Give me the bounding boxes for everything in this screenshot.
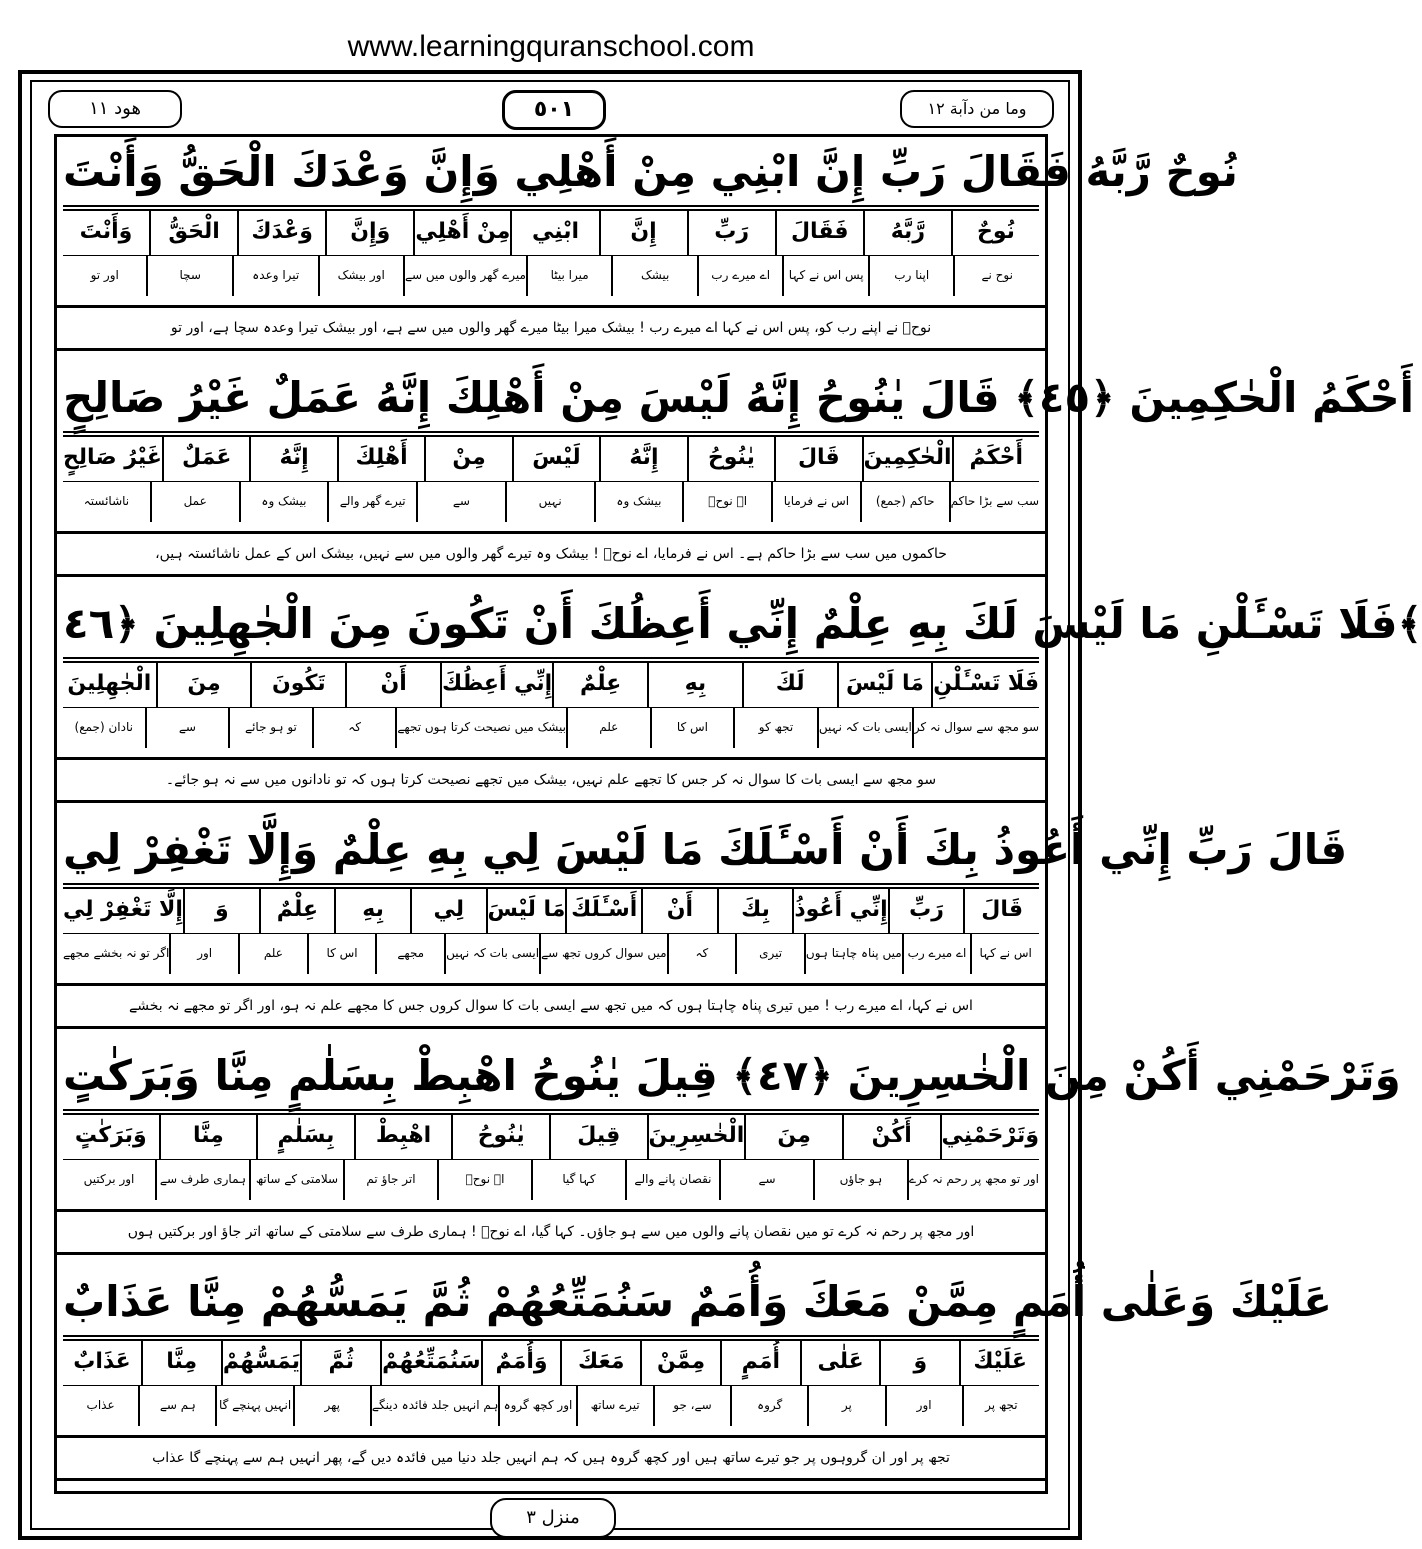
word-cell: إِلَّا تَغْفِرْ لِي — [63, 897, 183, 922]
word-cell: أَحْكَمُ — [952, 437, 1039, 481]
word-cell: مِنَ — [744, 1115, 842, 1159]
word-cell: سَنُمَتِّعُهُمْ — [380, 1341, 481, 1385]
word-cell: لِي — [410, 889, 486, 933]
word-cell: أَهْلِكَ — [337, 437, 424, 481]
meaning-cell: اپنا رب — [868, 256, 954, 296]
verse-line: فَلَا تَسْـَٔلْنِ مَا لَيْسَ لَكَ بِهِ عِلْمٌ إِنِّي أَعِظُكَ أَنْ تَكُونَ مِنَ الْجٰهِلِينَ ﴿٤٦﴾ — [63, 591, 1039, 659]
meaning-cell: اتر جاؤ تم — [343, 1160, 437, 1200]
meaning-cell: سچا — [146, 256, 232, 296]
juz-label: وما من دآبة ١٢ — [900, 90, 1054, 128]
meaning-cell: تجھ کو — [733, 708, 817, 748]
meaning-cell: عمل — [150, 482, 239, 522]
word-cell: مِنْ — [424, 437, 511, 481]
meaning-cell: سے — [145, 708, 229, 748]
meaning-cell: سے — [719, 1160, 813, 1200]
meaning-cell: اگر تو نہ بخشے مجھے — [62, 946, 170, 960]
meaning-cell: نقصان پانے والے — [625, 1160, 719, 1200]
word-cell: قِيلَ — [549, 1115, 647, 1159]
meaning-cell: ناشائستہ — [83, 494, 130, 508]
meaning-cell: سے، جو — [653, 1386, 730, 1426]
meaning-cell: اے میرے رب — [902, 934, 971, 974]
word-cell: لَيْسَ — [512, 437, 599, 481]
word-cell: بِهِ — [647, 663, 742, 707]
meaning-cell: اس کا — [650, 708, 734, 748]
word-cell: الْخٰسِرِينَ — [647, 1115, 745, 1159]
translation-line: اور مجھ پر رحم نہ کرے تو میں نقصان پانے والوں میں سے ہو جاؤں۔ کہا گیا، اے نوحؑ ! ہماری طرف سے سلامتی کے ساتھ اتر جاؤ اور برکتیں ہوں — [57, 1209, 1045, 1255]
word-cell: أَسْـَٔلَكَ — [565, 889, 641, 933]
word-row — [63, 1339, 1039, 1385]
word-cell: فَلَا تَسْـَٔلْنِ — [931, 663, 1039, 707]
meaning-cell: سب سے بڑا حاکم — [949, 482, 1039, 522]
site-url: www.learningquranschool.com — [347, 30, 755, 63]
meaning-cell: مجھے — [375, 934, 444, 974]
translation-line: حاکموں میں سب سے بڑا حاکم ہے۔ اس نے فرمایا، اے نوحؑ ! بیشک وہ تیرے گھر والوں میں سے نہیں، بیشک اس کے عمل ناشائستہ ہیں، — [57, 531, 1045, 577]
word-cell: وَأَنْتَ — [79, 219, 133, 244]
meaning-cell: اور — [885, 1386, 962, 1426]
meaning-cell: ہم انہیں جلد فائدہ دینگے — [370, 1386, 498, 1426]
word-cell: عِلْمٌ — [552, 663, 647, 707]
meaning-cell: نادان (جمع) — [74, 720, 133, 734]
translation-line: نوحؑ نے اپنے رب کو، پس اس نے کہا اے میرے رب ! بیشک میرا بیٹا میرے گھر والوں میں سے ہے، اور بیشک تیرا وعدہ سچا ہے، اور تو — [57, 305, 1045, 351]
word-cell: تَكُونَ — [250, 663, 345, 707]
word-cell: ثُمَّ — [300, 1341, 380, 1385]
word-cell: مَا لَيْسَ — [837, 663, 932, 707]
meaning-cell: کہ — [312, 708, 396, 748]
meaning-cell: تیرے گھر والے — [327, 482, 416, 522]
meaning-cell: اور بیشک — [318, 256, 404, 296]
word-cell: إِنَّهُ — [249, 437, 336, 481]
word-cell: إِنَّ — [599, 211, 687, 255]
word-cell: مِنَّا — [141, 1341, 221, 1385]
meaning-cell: ایسی بات کہ نہیں — [444, 934, 539, 974]
word-cell: وَأُمَمٌ — [481, 1341, 561, 1385]
word-cell: يَمَسُّهُمْ — [221, 1341, 301, 1385]
word-cell: يٰنُوحُ — [451, 1115, 549, 1159]
meaning-cell: نوح نے — [953, 256, 1039, 296]
content-area — [54, 134, 1422, 1494]
word-row — [63, 661, 1039, 707]
meaning-cell: اور برکتیں — [83, 1172, 135, 1186]
meaning-cell: تو ہو جائے — [228, 708, 312, 748]
word-cell: مَا لَيْسَ — [486, 889, 566, 933]
meaning-cell: بیشک وہ — [239, 482, 328, 522]
word-cell: فَقَالَ — [775, 211, 863, 255]
word-cell: مَعَكَ — [560, 1341, 640, 1385]
meaning-cell: تیرے ساتھ — [576, 1386, 653, 1426]
word-cell: بِسَلٰمٍ — [256, 1115, 354, 1159]
meaning-cell: اے نوحؑ — [682, 482, 771, 522]
manzil-label: منزل ٣ — [490, 1498, 616, 1538]
meaning-cell: حاکم (جمع) — [860, 482, 949, 522]
word-cell: مِنَ — [156, 663, 251, 707]
meaning-cell: میں سوال کروں تجھ سے — [539, 934, 666, 974]
meaning-cell: اے میرے رب — [697, 256, 783, 296]
surah-label: هود ١١ — [48, 90, 182, 128]
page-number: ٥٠١ — [502, 90, 606, 130]
word-cell: وَإِنَّ — [325, 211, 413, 255]
meaning-cell: انہیں پہنچے گا — [215, 1386, 292, 1426]
meaning-cell: اس کا — [307, 934, 376, 974]
meaning-cell: اور تو — [90, 268, 119, 282]
meaning-cell: ہو جاؤں — [813, 1160, 907, 1200]
meaning-cell: بیشک میں نصیحت کرتا ہوں تجھے — [395, 708, 566, 748]
meaning-cell: میں پناہ چاہتا ہوں — [804, 934, 902, 974]
word-row — [63, 435, 1039, 481]
meaning-cell: ہم سے — [138, 1386, 215, 1426]
translation-line: سو مجھ سے ایسی بات کا سوال نہ کر جس کا تجھے علم نہیں، بیشک میں تجھے نصیحت کرتا ہوں کہ تو نادانوں میں سے نہ ہو جائے۔ — [57, 757, 1045, 803]
meaning-cell: کہ — [667, 934, 736, 974]
word-cell: إِنِّي أَعِظُكَ — [440, 663, 552, 707]
word-cell: أُمَمٍ — [720, 1341, 800, 1385]
meaning-cell: علم — [566, 708, 650, 748]
meaning-cell: ایسی بات کہ نہیں — [817, 708, 912, 748]
word-cell: رَبِّ — [687, 211, 775, 255]
word-cell: مِنْ أَهْلِي — [413, 211, 510, 255]
word-cell: وَ — [183, 889, 259, 933]
word-cell: مِمَّنْ — [640, 1341, 720, 1385]
meaning-cell: بیشک — [611, 256, 697, 296]
verse-line: قَالَ رَبِّ إِنِّي أَعُوذُ بِكَ أَنْ أَسْـَٔلَكَ مَا لَيْسَ لِي بِهِ عِلْمٌ وَإِلَّا تَغْفِرْ لِي — [63, 817, 1039, 885]
word-cell: الْجٰهِلِينَ — [67, 671, 152, 696]
word-cell: وَتَرْحَمْنِي — [940, 1115, 1039, 1159]
verse-line: أَحْكَمُ الْحٰكِمِينَ ﴿٤٥﴾ قَالَ يٰنُوحُ إِنَّهُ لَيْسَ مِنْ أَهْلِكَ إِنَّهُ عَمَلٌ غَيْرُ صَالِحٍ — [63, 365, 1039, 433]
meaning-row — [63, 1159, 1039, 1200]
meaning-cell: عذاب — [86, 1398, 115, 1412]
translation-line: تجھ پر اور ان گروہوں پر جو تیرے ساتھ ہیں اور کچھ گروہ ہیں کہ ہم انہیں جلد دنیا میں فائدہ دیں گے، پھر انہیں ہم سے پہنچے گا عذاب — [57, 1435, 1045, 1481]
page-header — [48, 90, 1054, 128]
verse-line: نُوحٌ رَّبَّهُ فَقَالَ رَبِّ إِنَّ ابْنِي مِنْ أَهْلِي وَإِنَّ وَعْدَكَ الْحَقُّ وَأَنْتَ — [63, 139, 1039, 207]
word-cell: وَبَرَكٰتٍ — [74, 1123, 147, 1148]
verse-line: وَتَرْحَمْنِي أَكُنْ مِنَ الْخٰسِرِينَ ﴿٤٧﴾ قِيلَ يٰنُوحُ اهْبِطْ بِسَلٰمٍ مِنَّا وَبَرَكٰتٍ — [63, 1043, 1039, 1111]
meaning-row — [63, 255, 1039, 296]
word-row — [63, 1113, 1039, 1159]
meaning-cell: اور — [169, 934, 238, 974]
word-cell: الْحٰكِمِينَ — [862, 437, 952, 481]
word-cell: نُوحٌ — [951, 211, 1039, 255]
meaning-cell: پر — [807, 1386, 884, 1426]
meaning-cell: میرے گھر والوں میں سے — [403, 256, 526, 296]
meaning-cell: کہا گیا — [531, 1160, 625, 1200]
meaning-cell: تیرا وعدہ — [232, 256, 318, 296]
word-cell: قَالَ — [963, 889, 1039, 933]
meaning-row — [63, 1385, 1039, 1426]
meaning-cell: سے — [416, 482, 505, 522]
word-cell: رَّبَّهُ — [863, 211, 951, 255]
meaning-row — [63, 933, 1039, 974]
meaning-cell: اور کچھ گروہ — [498, 1386, 575, 1426]
meaning-cell: سو مجھ سے سوال نہ کر — [912, 708, 1039, 748]
meaning-cell: اس نے کہا — [970, 934, 1039, 974]
word-cell: عَلَيْكَ — [959, 1341, 1039, 1385]
verse-line: عَلَيْكَ وَعَلٰى أُمَمٍ مِمَّنْ مَعَكَ وَأُمَمٌ سَنُمَتِّعُهُمْ ثُمَّ يَمَسُّهُمْ مِنَّا عَذَابٌ — [63, 1269, 1039, 1337]
word-cell: غَيْرُ صَالِحٍ — [62, 445, 162, 470]
word-cell: إِنَّهُ — [599, 437, 686, 481]
word-cell: وَعْدَكَ — [237, 211, 325, 255]
word-cell: لَكَ — [742, 663, 837, 707]
word-cell: أَكُنْ — [842, 1115, 940, 1159]
meaning-row — [63, 707, 1039, 748]
meaning-cell: اے نوحؑ — [437, 1160, 531, 1200]
word-cell: عَمَلٌ — [162, 437, 249, 481]
meaning-row — [63, 481, 1039, 522]
word-cell: بِكَ — [717, 889, 793, 933]
word-cell: قَالَ — [774, 437, 861, 481]
word-cell: أَنْ — [345, 663, 440, 707]
word-cell: عَلٰى — [800, 1341, 880, 1385]
word-cell: رَبِّ — [888, 889, 964, 933]
meaning-cell: سلامتی کے ساتھ — [249, 1160, 343, 1200]
word-cell: عِلْمٌ — [259, 889, 335, 933]
meaning-cell: تیری — [735, 934, 804, 974]
meaning-cell: ہماری طرف سے — [155, 1160, 249, 1200]
meaning-cell: پھر — [293, 1386, 370, 1426]
word-cell: مِنَّا — [159, 1115, 257, 1159]
meaning-cell: بیشک وہ — [594, 482, 683, 522]
meaning-cell: گروہ — [730, 1386, 807, 1426]
word-cell: ابْنِي — [510, 211, 598, 255]
translation-line: اس نے کہا، اے میرے رب ! میں تیری پناہ چاہتا ہوں کہ میں تجھ سے ایسی بات کا سوال کروں جس کا مجھے علم نہ ہو، اور اگر تو مجھے نہ بخشے — [57, 983, 1045, 1029]
meaning-cell: نہیں — [505, 482, 594, 522]
word-cell: وَ — [879, 1341, 959, 1385]
word-cell: الْحَقُّ — [149, 211, 237, 255]
word-cell: اهْبِطْ — [354, 1115, 452, 1159]
meaning-cell: اس نے فرمایا — [771, 482, 860, 522]
word-row — [63, 887, 1039, 933]
word-cell: بِهِ — [334, 889, 410, 933]
meaning-cell: میرا بیٹا — [526, 256, 612, 296]
word-cell: أَنْ — [641, 889, 717, 933]
meaning-cell: پس اس نے کہا — [782, 256, 868, 296]
meaning-cell: اور تو مجھ پر رحم نہ کرے — [907, 1160, 1039, 1200]
meaning-cell: تجھ پر — [962, 1386, 1039, 1426]
word-cell: يٰنُوحُ — [687, 437, 774, 481]
word-cell: عَذَابٌ — [73, 1349, 131, 1374]
word-row — [63, 209, 1039, 255]
meaning-cell: علم — [238, 934, 307, 974]
word-cell: إِنِّي أَعُوذُ — [792, 889, 887, 933]
